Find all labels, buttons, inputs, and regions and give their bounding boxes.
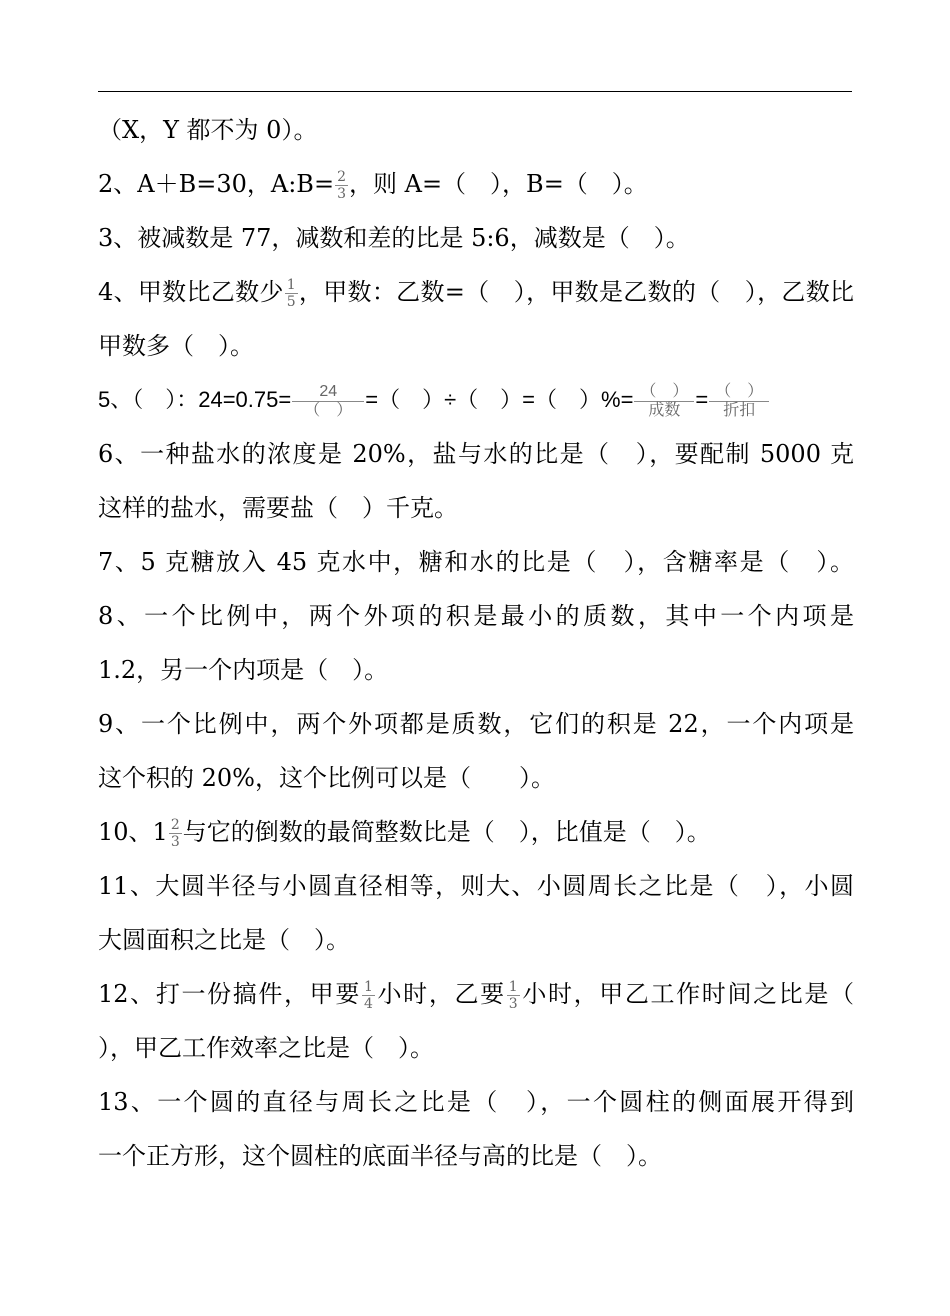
question-13: 13、一个圆的直径与周长之比是（ ），一个圆柱的侧面展开得到	[98, 1088, 854, 1116]
fraction-mixed-2-3: $\frac{2}{3}$	[170, 817, 180, 850]
question-9: 9、一个比例中，两个外项都是质数，它们的积是 22，一个内项是	[98, 710, 854, 738]
worksheet-body	[98, 103, 854, 1183]
question-4: 4、甲数比乙数少 $\frac{1}{5}$ ，甲数：乙数=（ ），甲数是乙数的（ ），乙数比	[98, 277, 854, 310]
question-13-cont: 一个正方形，这个圆柱的底面半径与高的比是（ ）。	[98, 1142, 662, 1170]
question-12: 12、打一份搞件，甲要 $\frac{1}{4}$ 小时，乙要 $\frac{1}{3}$ 小时，甲乙工作时间之比是（	[98, 979, 855, 1012]
question-9-cont: 这个积的 20%，这个比例可以是（ ）。	[98, 764, 555, 792]
question-3: 3、被减数是 77，减数和差的比是 5:6，减数是（ ）。	[98, 224, 690, 252]
question-8-cont: 1.2，另一个内项是（ ）。	[98, 656, 389, 684]
question-10: 10、1 $\frac{2}{3}$ 与它的倒数的最简整数比是（ ），比值是（ ）。	[98, 817, 711, 850]
fraction-blank-zhekou: $\frac{( )}{\text{折扣}}$	[709, 383, 769, 420]
header-rule	[98, 91, 852, 92]
fraction-1-4: $\frac{1}{4}$	[363, 979, 373, 1012]
fraction-2-3: $\frac{2}{3}$	[337, 169, 346, 202]
question-11: 11、大圆半径与小圆直径相等，则大、小圆周长之比是（ ），小圆	[98, 872, 854, 900]
question-6: 6、一种盐水的浓度是 20%，盐与水的比是（ ），要配制 5000 克	[98, 440, 854, 468]
fraction-1-5: $\frac{1}{5}$	[286, 277, 296, 310]
question-5: 5、（ ）：24=0.75= $\frac{24}{( )}$ =（ ）÷（ ）=（ ）%= $\frac{( )}{\text{成数}}$ = $\frac{( )}{\text{折扣}}$	[98, 373, 854, 427]
question-8: 8、一个比例中，两个外项的积是最小的质数，其中一个内项是	[98, 602, 854, 630]
question-2: 2、A＋B=30，A:B= $\frac{2}{3}$ ，则 A=（ ），B=（ ）。	[98, 169, 648, 202]
line-x-y-note: （X，Y 都不为 0）。	[98, 116, 318, 144]
fraction-1-3: $\frac{1}{3}$	[508, 979, 518, 1012]
fraction-blank-chengshu: $\frac{( )}{\text{成数}}$	[634, 383, 694, 420]
question-11-cont: 大圆面积之比是（ ）。	[98, 926, 350, 954]
question-7: 7、5 克糖放入 45 克水中，糖和水的比是（ ），含糖率是（ ）。	[98, 548, 854, 576]
question-12-cont: ），甲乙工作效率之比是（ ）。	[98, 1034, 434, 1062]
fraction-24-blank: $\frac{24}{( )}$	[292, 383, 364, 420]
question-4-cont: 甲数多（ ）。	[98, 332, 254, 360]
question-6-cont: 这样的盐水，需要盐（ ）千克。	[98, 494, 458, 522]
